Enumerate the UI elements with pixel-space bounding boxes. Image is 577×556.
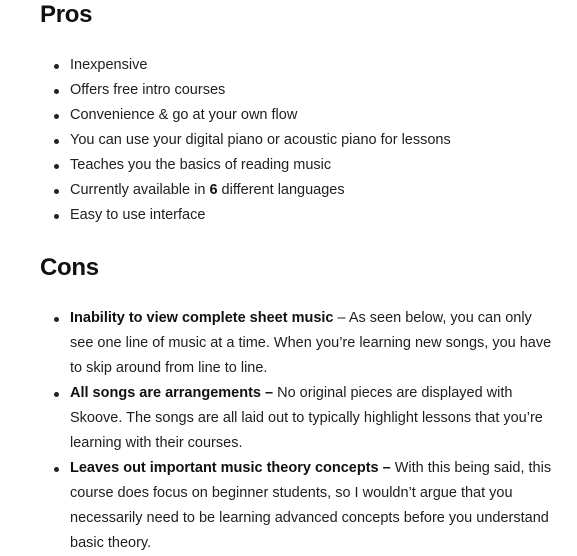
bullet-icon (54, 114, 59, 119)
list-item-content (70, 456, 554, 556)
list-item-text: Easy to use interface (70, 207, 206, 223)
bullet-icon (54, 317, 59, 322)
list-item-text-start: Currently available in (70, 182, 210, 198)
list-item (0, 53, 560, 78)
list-item-text: No original pieces are displayed with Skoove. The songs are all laid out to typically highlight lessons that you’re learning with their courses. (70, 385, 543, 451)
list-item (0, 128, 560, 153)
list-item-text: Inexpensive (70, 57, 148, 73)
list-item-text: You can use your digital piano or acoustic piano for lessons (70, 132, 451, 148)
list-item-bold-lead: Leaves out important music theory concepts – (70, 460, 391, 476)
list-item-content (70, 381, 554, 456)
bullet-icon (54, 139, 59, 144)
list-item (0, 178, 560, 203)
list-item (0, 381, 560, 456)
bullet-icon (54, 189, 59, 194)
list-item (0, 78, 560, 103)
language-count: 6 (209, 182, 218, 198)
list-item (0, 306, 560, 381)
bullet-icon (54, 89, 59, 94)
cons-list (0, 306, 560, 556)
list-item-bold-lead: All songs are arrangements – (70, 385, 274, 401)
list-item (0, 103, 560, 128)
bullet-icon (54, 467, 59, 472)
list-item-text: Convenience & go at your own flow (70, 107, 298, 123)
list-item-text: Offers free intro courses (70, 82, 226, 98)
bullet-icon (54, 214, 59, 219)
bullet-icon (54, 164, 59, 169)
list-item (0, 203, 560, 228)
list-item (0, 153, 560, 178)
list-item-text: With this being said, this course does focus on beginner students, so I wouldn’t argue that you necessarily need to be learning advanced concepts before you understand basic theory. (70, 460, 552, 551)
list-item-text: – As seen below, you can only see one line of music at a time. When you’re learning new songs, you have to skip around from line to line. (70, 310, 552, 376)
list-item (0, 456, 560, 556)
list-item-content (70, 306, 554, 381)
pros-list (0, 53, 560, 228)
pros-heading: Pros (40, 1, 93, 28)
list-item-bold-lead: Inability to view complete sheet music (70, 310, 334, 326)
list-item-text-end: different languages (217, 182, 345, 198)
cons-heading: Cons (40, 254, 99, 281)
bullet-icon (54, 64, 59, 69)
bullet-icon (54, 392, 59, 397)
list-item-text: Teaches you the basics of reading music (70, 157, 332, 173)
